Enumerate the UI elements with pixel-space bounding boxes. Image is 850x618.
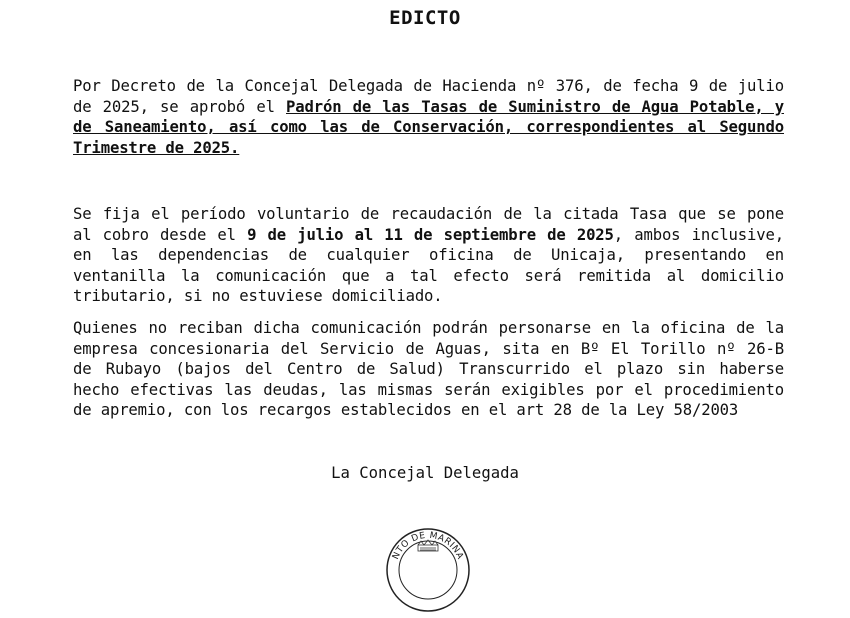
signature-line: La Concejal Delegada [331,464,519,482]
paragraph-instructions: Quienes no reciban dicha comunicación podrán personarse en la oficina de la empresa concesionaria del Servicio de Aguas, sita en Bº El Torillo nº 26-B de Rubayo (bajos del Centro de Salud) Transcurrido el plazo sin haberse hecho efectivas las deudas, las mismas serán exigibles por el procedimiento de apremio, con los recargos establecidos en el art 28 de la Ley 58/2003 [73,319,784,419]
municipal-seal-icon [385,527,471,613]
paragraph-decree [73,76,784,158]
decree-intro-text: Por Decreto de la Concejal Delegada de Hacienda nº 376, de fecha 9 de julio de 2025, se aprobó el [73,77,784,116]
paragraph-payment-period [73,204,784,307]
decree-emphasis-text: Padrón de las Tasas de Suministro de Agua Potable, y de Saneamiento, así como las de Conservación, correspondientes al Segundo Trimestre de 2025. [73,97,784,157]
period-dates-text: 9 de julio al 11 de septiembre de 2025 [247,225,614,244]
period-intro-text: Se fija el período voluntario de recaudación de la citada Tasa que se pone al cobro desde el [73,205,784,244]
document-title: EDICTO [389,7,461,29]
svg-text:NTO DE MARINA: NTO DE MARINA [391,530,465,562]
period-rest-text: , ambos inclusive, en las dependencias de cualquier oficina de Unicaja, presentando en ventanilla la comunicación que a tal efecto será remitida al domicilio tributario, si no estuviese domiciliado. [73,225,784,305]
